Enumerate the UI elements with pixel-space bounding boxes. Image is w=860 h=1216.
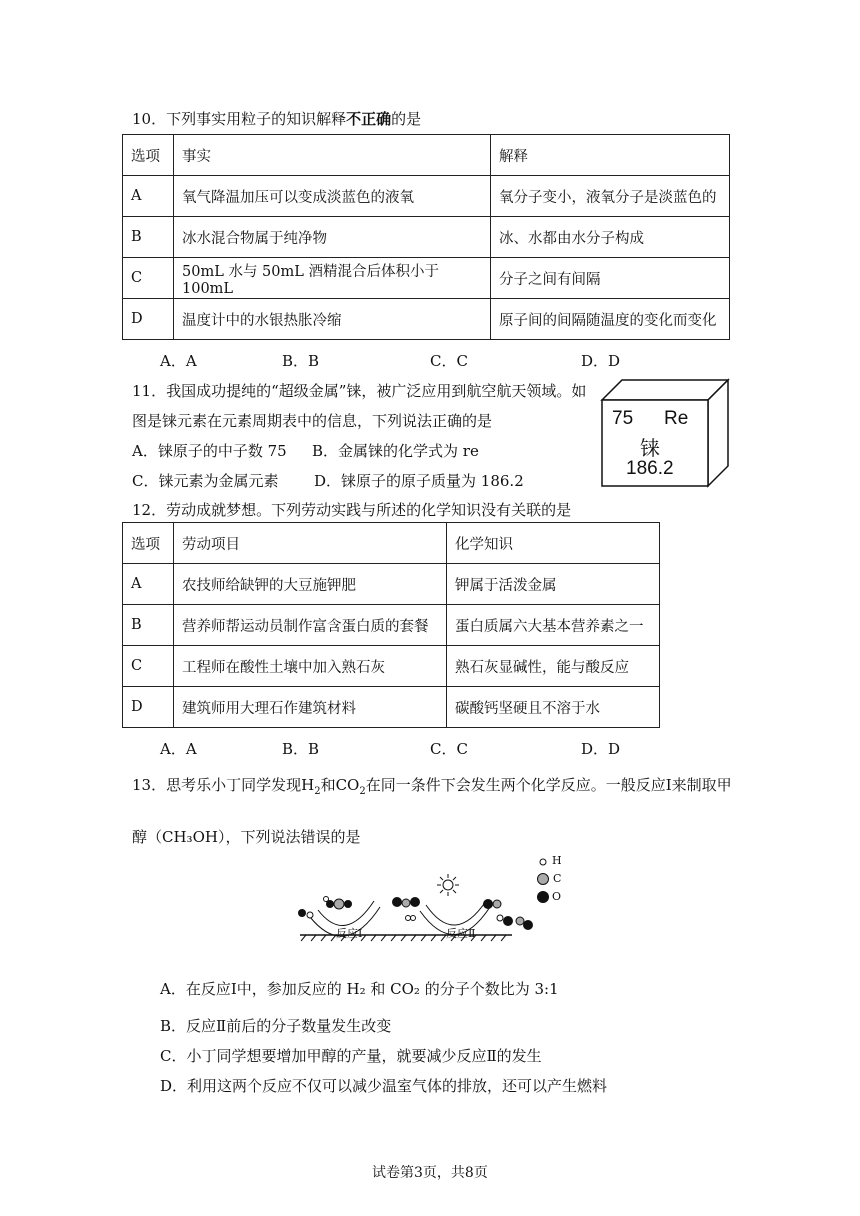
row-option: A [123,176,174,217]
row-fact: 冰水混合物属于纯净物 [174,217,491,258]
element-mass: 186.2 [626,458,674,479]
q11-option-b[interactable]: B．金属铼的化学式为 re [312,442,479,460]
row-labor: 建筑师用大理石作建筑材料 [174,687,447,728]
q13-stem-line1 [132,774,732,797]
row-labor: 农技师给缺钾的大豆施钾肥 [174,564,447,605]
option-b[interactable]: B．B [282,352,320,370]
row-option: B [123,217,174,258]
q10-options [0,350,860,370]
element-name: 铼 [640,436,660,460]
q13-stem-part: 在同一条件下会发生两个化学反应。一般反应Ⅰ来制取甲 [365,776,732,794]
q13-stem-and: 和 [320,776,336,794]
q13-option-c[interactable]: C．小丁同学想要增加甲醇的产量，就要减少反应Ⅱ的发生 [160,1047,542,1065]
row-knowledge: 钾属于活泼金属 [447,564,660,605]
q11-stem-line2: 图是铼元素在元素周期表中的信息，下列说法正确的是 [132,412,493,430]
q13-option-b[interactable]: B．反应Ⅱ前后的分子数量发生改变 [160,1017,392,1035]
q11-option-a[interactable]: A．铼原子的中子数 75 [132,442,287,460]
element-number: 75 [612,408,634,429]
row-explanation: 氧分子变小，液氧分子是淡蓝色的 [491,176,730,217]
q12-table [122,522,660,728]
reaction-2-label: 反应Ⅱ [446,927,476,940]
row-fact: 50mL 水与 50mL 酒精混合后体积小于 100mL [174,258,491,299]
row-knowledge: 碳酸钙坚硬且不溶于水 [447,687,660,728]
q11-option-d[interactable]: D．铼原子的原子质量为 186.2 [314,472,524,490]
reaction-diagram [290,855,580,955]
header-labor: 劳动项目 [174,523,447,564]
table-row [123,258,730,299]
option-d[interactable]: D．D [581,352,621,370]
q12-stem: 12．劳动成就梦想。下列劳动实践与所述的化学知识没有关联的是 [132,501,572,519]
option-b[interactable]: B．B [282,740,320,758]
header-option: 选项 [123,523,174,564]
row-fact: 温度计中的水银热胀冷缩 [174,299,491,340]
row-option: C [123,258,174,299]
row-labor: 营养师帮运动员制作富含蛋白质的套餐 [174,605,447,646]
h2-formula: H [301,776,315,794]
row-explanation: 冰、水都由水分子构成 [491,217,730,258]
row-explanation: 分子之间有间隔 [491,258,730,299]
table-row [123,687,660,728]
q12-options [0,738,860,758]
row-fact: 氧气降温加压可以变成淡蓝色的液氧 [174,176,491,217]
q11-stem-line1: 11．我国成功提纯的“超级金属”铼，被广泛应用到航空航天领域。如 [132,382,587,400]
q13-option-d[interactable]: D．利用这两个反应不仅可以减少温室气体的排放，还可以产生燃料 [160,1077,608,1095]
h2-subscript: 2 [314,786,321,797]
option-a[interactable]: A．A [160,740,197,758]
q10-stem-text: 10．下列事实用粒子的知识解释 [132,110,347,128]
hydrogen-legend-icon [540,859,546,865]
header-explanation: 解释 [491,135,730,176]
q13-stem-part: 13．思考乐小丁同学发现 [132,776,302,794]
row-option: B [123,605,174,646]
table-header-row [123,135,730,176]
row-explanation: 原子间的间隔随温度的变化而变化 [491,299,730,340]
table-row [123,646,660,687]
option-d[interactable]: D．D [581,740,621,758]
element-symbol: Re [664,408,689,429]
oxygen-legend-icon [537,891,549,903]
option-c[interactable]: C．C [430,352,468,370]
row-knowledge: 熟石灰显碱性，能与酸反应 [447,646,660,687]
page-footer: 试卷第3页，共8页 [372,1165,488,1181]
co2-subscript: 2 [359,786,366,797]
header-knowledge: 化学知识 [447,523,660,564]
table-row [123,564,660,605]
q13-option-a[interactable]: A．在反应Ⅰ中，参加反应的 H₂ 和 CO₂ 的分子个数比为 3:1 [160,980,559,998]
row-option: D [123,299,174,340]
legend-h: H [552,854,562,867]
table-row [123,217,730,258]
table-row [123,299,730,340]
option-a[interactable]: A．A [160,352,197,370]
row-knowledge: 蛋白质属六大基本营养素之一 [447,605,660,646]
table-row [123,176,730,217]
row-option: A [123,564,174,605]
header-fact: 事实 [174,135,491,176]
co2-formula: CO [335,776,360,794]
carbon-legend-icon [538,874,549,885]
reaction-diagram-svg [290,855,580,955]
row-option: C [123,646,174,687]
legend-o: O [552,890,562,903]
q10-stem-tail: 的是 [391,110,422,128]
table-header-row [123,523,660,564]
legend-c: C [553,872,562,885]
q11-option-c[interactable]: C．铼元素为金属元素 [132,472,279,490]
row-option: D [123,687,174,728]
table-row [123,605,660,646]
reaction-1-label: 反应Ⅰ [336,927,363,940]
q10-table [122,134,730,340]
element-card [600,378,730,488]
row-labor: 工程师在酸性土壤中加入熟石灰 [174,646,447,687]
q10-stem [132,108,421,129]
q10-stem-emphasis: 不正确 [346,110,392,128]
q13-stem-line2: 醇（CH₃OH），下列说法错误的是 [132,828,361,846]
option-c[interactable]: C．C [430,740,468,758]
header-option: 选项 [123,135,174,176]
